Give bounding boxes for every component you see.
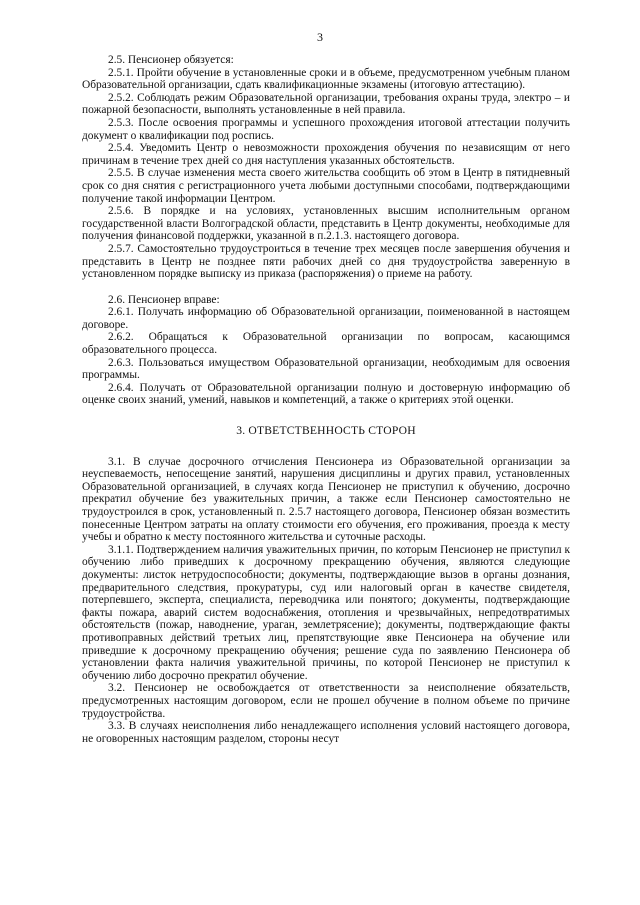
clause-2-5-4: 2.5.4. Уведомить Центр о невозможности прохождения обучения по независящим от него причинам в течение трех дней со дня наступления указанных обстоятельств. xyxy=(82,142,570,167)
clause-2-6-1: 2.6.1. Получать информацию об Образовательной организации, поименованной в настоящем договоре. xyxy=(82,306,570,331)
section-2-6-intro: 2.6. Пенсионер вправе: xyxy=(108,293,220,306)
clause-3-1-1: 3.1.1. Подтверждением наличия уважительных причин, по которым Пенсионер не приступил к обучению либо приведших к досрочному прекращению обучения, являются следующие документы: листок нетрудоспособности; документы, подтверждающие вызов в органы дознания, предварительного следствия, прокуратуры, суд или налоговый орган в качестве свидетеля, потерпевшего, эксперта, специалиста, переводчика или понятого; документы, подтверждающие факты пожара, аварий систем водоснабжения, отопления и чрезвычайных, непредотвратимых обстоятельств (пожар, наводнение, ураган, землетрясение); документы, подтверждающие факты противоправных действий третьих лиц, препятствующие явке Пенсионера на обучение или приведшие к досрочному прекращению обучения; решение суда по заявлению Пенсионера об установлении факта наличия уважительной причины, по которой Пенсионер не приступил к обучению либо досрочно прекратил обучение. xyxy=(82,543,570,682)
clause-2-5-7: 2.5.7. Самостоятельно трудоустроиться в течение трех месяцев после завершения обучения и представить в Центр не позднее пяти рабочих дней со дня трудоустройства заверенную в установленном порядке выписку из приказа (распоряжения) о приеме на работу. xyxy=(82,242,570,281)
clause-2-6-2: 2.6.2. Обращаться к Образовательной организации по вопросам, касающимся образовательного процесса. xyxy=(82,331,570,357)
spacer xyxy=(82,281,570,294)
spacer xyxy=(82,438,570,456)
section-3-heading: 3. ОТВЕТСТВЕННОСТЬ СТОРОН xyxy=(236,424,416,438)
clause-2-6-4: 2.6.4. Получать от Образовательной организации полную и достоверную информацию об оценке своих знаний, умений, навыков и компетенций, а также о критериях этой оценки. xyxy=(82,381,570,407)
clause-3-1: 3.1. В случае досрочного отчисления Пенсионера из Образовательной организации за неуспеваемость, непосещение занятий, нарушения дисциплины и других правил, установленных Образовательной организацией, в случаях когда Пенсионер не приступил к обучению, досрочно прекратил обучение без уважительных причин, а также если Пенсионер самостоятельно не трудоустроился в срок, установленный п. 2.5.7 настоящего договора, Пенсионер обязан возместить понесенные Центром затраты на оплату стоимости его обучения, его проживания, проезда к месту учебы и обратно к месту постоянного жительства и суточные расходы. xyxy=(82,455,570,544)
clause-2-5-3: 2.5.3. После освоения программы и успешного прохождения итоговой аттестации получить документ о квалификации под роспись. xyxy=(82,116,570,142)
document-body xyxy=(82,54,570,745)
clause-2-5-1: 2.5.1. Пройти обучение в установленные сроки и в объеме, предусмотренном учебным планом Образовательной организации, сдать квалификационные экзамены (итоговую аттестацию). xyxy=(82,66,570,92)
clause-2-5-2: 2.5.2. Соблюдать режим Образовательной организации, требования охраны труда, электро – и пожарной безопасности, выполнять установленные в ней правила. xyxy=(82,91,570,117)
spacer xyxy=(82,407,570,425)
clause-2-5-5: 2.5.5. В случае изменения места своего жительства сообщить об этом в Центр в пятидневный срок со дня снятия с регистрационного учета любыми доступными способами, подтверждающими получение такой информации Центром. xyxy=(82,167,570,205)
page-number: 3 xyxy=(317,30,323,44)
clause-3-2: 3.2. Пенсионер не освобождается от ответственности за неисполнение обязательств, предусмотренных настоящим договором, если не прошел обучение в полном объеме по причине трудоустройства. xyxy=(82,682,570,720)
clause-2-5-6: 2.5.6. В порядке и на условиях, установленных высшим исполнительным органом государственной власти Волгоградской области, представить в Центр документы, необходимые для получения финансовой поддержки, указанной в п.2.1.3. настоящего договора. xyxy=(82,205,570,243)
section-2-5-intro: 2.5. Пенсионер обязуется: xyxy=(108,54,234,66)
clause-3-3: 3.3. В случаях неисполнения либо ненадлежащего исполнения условий настоящего договора, не оговоренных настоящим разделом, стороны несут xyxy=(82,720,570,745)
clause-2-6-3: 2.6.3. Пользоваться имуществом Образовательной организации, необходимым для освоения программы. xyxy=(82,356,570,382)
